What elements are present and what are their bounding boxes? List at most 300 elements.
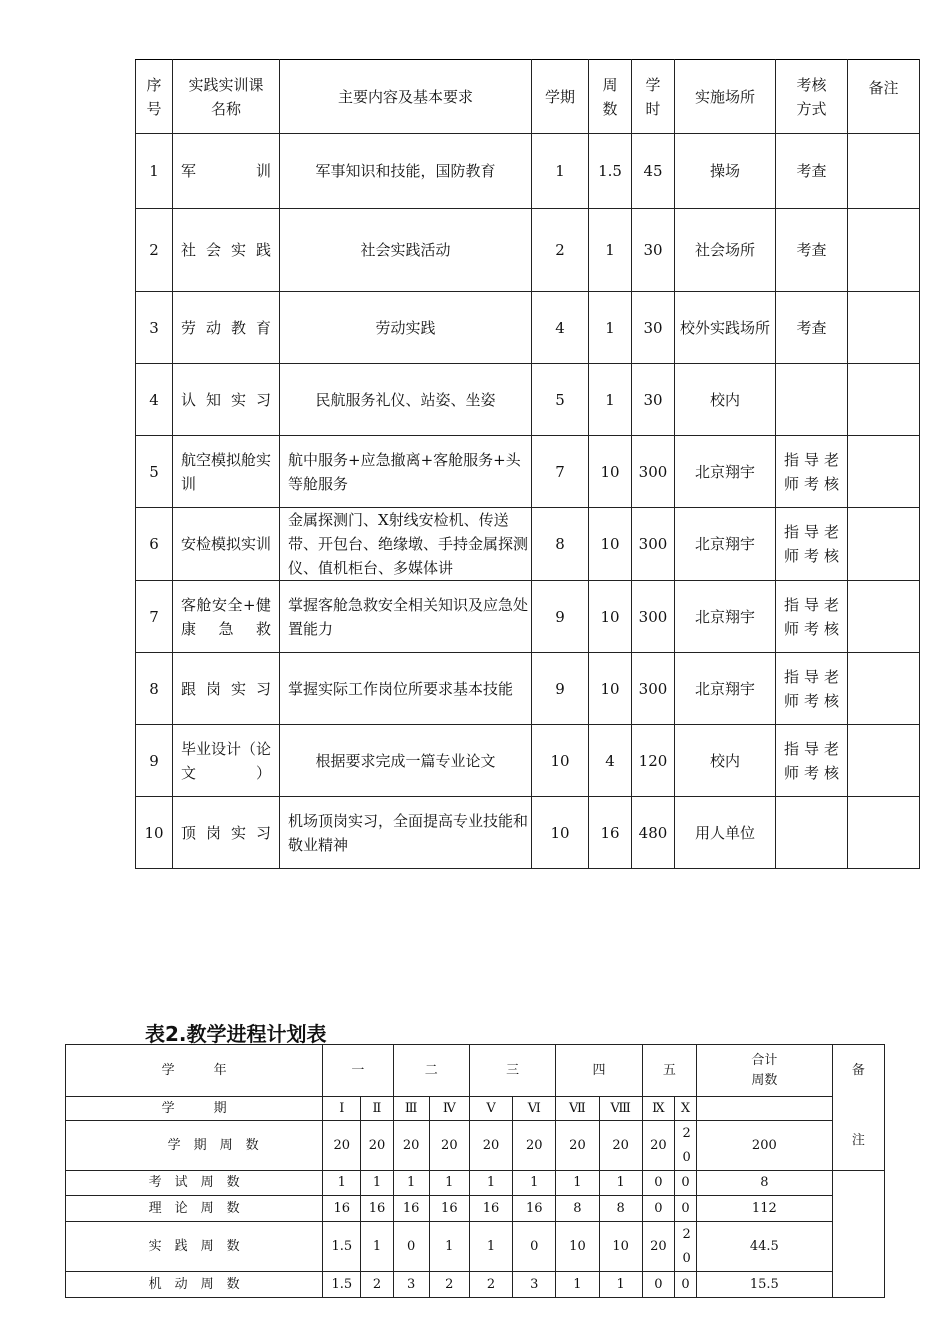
table1-cell-name [173, 292, 280, 364]
table1-cell-no [136, 209, 173, 292]
term-cell: Ⅶ [556, 1097, 599, 1121]
table-row [66, 1272, 885, 1298]
term-cell: Ⅸ [642, 1097, 674, 1121]
table1-cell-hours [632, 134, 675, 209]
table1-text-term: 1 [555, 162, 565, 180]
table1-cell-no [136, 508, 173, 581]
table-row [66, 1171, 885, 1196]
table1-cell-exam [776, 292, 848, 364]
year-row [66, 1045, 885, 1097]
value-cell [393, 1222, 429, 1272]
value-text: 3 [406, 1276, 416, 1292]
table1-cell-term [532, 653, 589, 725]
row-total: 15.5 [697, 1272, 833, 1298]
table1-cell-place [675, 725, 776, 797]
table1-text-hours: 300 [638, 679, 668, 698]
table-row [136, 436, 920, 508]
value-cell [393, 1171, 429, 1196]
value-text: 10 [569, 1238, 586, 1254]
value-text: 2 [486, 1276, 496, 1292]
table1-cell-weeks [589, 653, 632, 725]
value-text: 20 [368, 1137, 386, 1153]
table-row [66, 1196, 885, 1222]
table1-text-hours: 30 [643, 241, 663, 259]
table1-cell-exam [776, 134, 848, 209]
table1-text-content: 社会实践活动 [360, 241, 451, 259]
row-label: 考 试 周 数 [66, 1171, 323, 1196]
table1-text-hours: 480 [638, 823, 668, 842]
value-text: 0 [654, 1200, 663, 1216]
table1-text-weeks: 1.5 [598, 162, 622, 180]
value-text: 0 [654, 1175, 663, 1190]
table1-cell-hours [632, 797, 675, 869]
table-row [136, 292, 920, 364]
table1-text-content: 民航服务礼仪、站姿、坐姿 [315, 390, 496, 409]
table1-cell-name [173, 508, 280, 581]
value-text: 20 [682, 1226, 691, 1266]
year-cell: 五 [642, 1045, 696, 1097]
value-cell [674, 1171, 696, 1196]
value-text: 10 [612, 1238, 629, 1254]
table1-cell-place [675, 292, 776, 364]
table1-text-name: 社会实践 [181, 241, 271, 259]
value-text: 1 [372, 1238, 382, 1254]
value-cell [469, 1222, 512, 1272]
table1-text-weeks: 10 [600, 679, 620, 698]
note-label [832, 1045, 884, 1171]
table1-text-no: 4 [149, 390, 159, 409]
table1-text-no: 5 [149, 462, 159, 481]
table1-text-no: 9 [149, 751, 159, 770]
table1-header-cell: 考核 方式 [776, 60, 848, 134]
table1-text-content: 掌握实际工作岗位所要求基本技能 [288, 679, 514, 698]
table1-cell-content [280, 725, 532, 797]
value-text: 1 [406, 1175, 416, 1190]
table-row [136, 725, 920, 797]
term-cell: Ⅲ [393, 1097, 429, 1121]
value-cell [599, 1121, 642, 1171]
year-cell: 四 [556, 1045, 642, 1097]
value-text: 1 [445, 1238, 454, 1254]
value-text: 20 [569, 1137, 586, 1153]
value-text: 16 [482, 1200, 500, 1216]
table1-text-place: 用人单位 [694, 823, 755, 842]
term-label: 学 期 [66, 1097, 323, 1121]
row-label: 实 践 周 数 [66, 1222, 323, 1272]
value-cell [674, 1222, 696, 1272]
table1-text-no: 3 [149, 318, 159, 337]
value-cell [599, 1272, 642, 1298]
table1-cell-content [280, 292, 532, 364]
table-row [136, 508, 920, 581]
year-cell: 一 [323, 1045, 393, 1097]
value-text: 1.5 [331, 1238, 353, 1254]
value-cell [323, 1272, 361, 1298]
table1-text-weeks: 10 [600, 607, 620, 626]
table1-cell-place [675, 436, 776, 508]
value-text: 1 [372, 1175, 382, 1190]
table1-text-place: 校内 [709, 390, 740, 409]
value-cell [599, 1171, 642, 1196]
table1-text-name: 安检模拟实训 [181, 535, 271, 553]
table1-text-weeks: 1 [605, 241, 615, 259]
table1-text-term: 10 [550, 751, 570, 770]
value-cell [513, 1171, 556, 1196]
table1-header-cell: 实施场所 [675, 60, 776, 134]
table1-cell-note [848, 209, 920, 292]
value-cell [323, 1222, 361, 1272]
row-label: 机 动 周 数 [66, 1272, 323, 1298]
table1-text-hours: 300 [638, 607, 668, 626]
table1-cell-content [280, 209, 532, 292]
value-cell [556, 1222, 599, 1272]
table1-cell-content [280, 653, 532, 725]
table1-cell-name [173, 134, 280, 209]
table1-cell-content [280, 134, 532, 209]
table1-cell-term [532, 292, 589, 364]
table1-cell-name [173, 797, 280, 869]
table1-cell-place [675, 653, 776, 725]
value-cell [469, 1272, 512, 1298]
table1-text-weeks: 1 [605, 390, 615, 409]
table1-cell-note [848, 134, 920, 209]
value-text: 8 [573, 1200, 582, 1216]
value-cell [393, 1272, 429, 1298]
table1-cell-exam [776, 653, 848, 725]
value-cell [674, 1121, 696, 1171]
value-cell [642, 1222, 674, 1272]
table1-text-name: 客舱安全+健康急救 [181, 595, 271, 638]
table1-cell-weeks [589, 581, 632, 653]
value-cell [674, 1272, 696, 1298]
value-text: 1 [616, 1175, 625, 1190]
table-row [136, 653, 920, 725]
table1-header-cell: 周 数 [589, 60, 632, 134]
value-text: 1 [486, 1238, 496, 1254]
note-label-top: 备 [851, 1063, 865, 1078]
table1-cell-no [136, 134, 173, 209]
table-row [66, 1222, 885, 1272]
teaching-progress-table [65, 1044, 885, 1298]
table1-cell-hours [632, 436, 675, 508]
row-total: 8 [697, 1171, 833, 1196]
table1-cell-weeks [589, 436, 632, 508]
term-cell: Ⅴ [469, 1097, 512, 1121]
value-cell [642, 1171, 674, 1196]
table1-text-place: 校外实践场所 [679, 318, 770, 337]
table1-text-exam: 指导老师考核 [784, 595, 839, 638]
value-cell [556, 1171, 599, 1196]
table1-cell-term [532, 436, 589, 508]
table1-text-term: 7 [555, 462, 565, 481]
table1-text-exam: 指导老师考核 [784, 739, 839, 782]
table1-cell-hours [632, 209, 675, 292]
value-text: 1 [486, 1175, 496, 1190]
table1-cell-term [532, 364, 589, 436]
year-cell: 三 [469, 1045, 555, 1097]
value-text: 20 [333, 1137, 351, 1153]
table1-header-cell: 主要内容及基本要求 [280, 60, 532, 134]
value-text: 1 [573, 1276, 582, 1292]
table1-cell-name [173, 436, 280, 508]
value-cell [642, 1272, 674, 1298]
value-text: 1.5 [331, 1276, 353, 1292]
table-caption: 表2.教学进程计划表 [145, 1022, 327, 1046]
table1-cell-weeks [589, 209, 632, 292]
value-text: 20 [402, 1137, 420, 1153]
table1-cell-hours [632, 581, 675, 653]
term-cell: Ⅳ [429, 1097, 469, 1121]
table1-text-content: 根据要求完成一篇专业论文 [315, 751, 496, 770]
value-cell [513, 1222, 556, 1272]
table1-header-cell: 实践实训课 名称 [173, 60, 280, 134]
table1-cell-exam [776, 436, 848, 508]
term-cell: Ⅵ [513, 1097, 556, 1121]
table1-cell-place [675, 581, 776, 653]
table1-cell-term [532, 725, 589, 797]
table1-cell-no [136, 436, 173, 508]
value-cell [642, 1196, 674, 1222]
value-cell [429, 1272, 469, 1298]
table1-text-hours: 300 [638, 462, 668, 481]
table1-cell-no [136, 292, 173, 364]
table1-text-hours: 30 [643, 390, 663, 409]
table1-cell-content [280, 436, 532, 508]
value-text: 0 [406, 1238, 416, 1254]
table1-cell-hours [632, 653, 675, 725]
table1-text-name: 劳动教育 [181, 318, 271, 337]
table1-cell-no [136, 725, 173, 797]
table1-cell-weeks [589, 725, 632, 797]
table1-text-weeks: 16 [600, 823, 620, 842]
table1-cell-term [532, 209, 589, 292]
table1-cell-place [675, 364, 776, 436]
table1-header-cell: 学 时 [632, 60, 675, 134]
table1-cell-no [136, 653, 173, 725]
value-cell [469, 1171, 512, 1196]
table1-text-no: 10 [144, 823, 164, 842]
table1-text-name: 跟岗实习 [181, 679, 271, 698]
table1-cell-exam [776, 581, 848, 653]
table1-cell-hours [632, 508, 675, 581]
value-text: 20 [482, 1137, 500, 1153]
value-cell [323, 1196, 361, 1222]
table1-cell-name [173, 364, 280, 436]
practice-training-table [135, 59, 920, 869]
table1-cell-note [848, 581, 920, 653]
table1-text-hours: 120 [638, 751, 668, 770]
table1-text-weeks: 10 [600, 535, 620, 553]
table1-text-name: 毕业设计（论文） [181, 739, 271, 782]
table1-cell-content [280, 508, 532, 581]
table1-cell-name [173, 725, 280, 797]
table1-text-term: 4 [555, 318, 565, 337]
value-text: 1 [616, 1276, 625, 1292]
table1-cell-note [848, 653, 920, 725]
row-total: 112 [697, 1196, 833, 1222]
table1-cell-note [848, 364, 920, 436]
value-cell [429, 1121, 469, 1171]
table1-cell-note [848, 436, 920, 508]
table1-text-content: 掌握客舱急救安全相关知识及应急处置能力 [288, 595, 528, 638]
value-cell [513, 1196, 556, 1222]
table1-text-weeks: 4 [605, 751, 615, 770]
value-cell [599, 1196, 642, 1222]
value-text: 16 [441, 1200, 458, 1216]
value-cell [429, 1222, 469, 1272]
table1-header-cell: 备注 [848, 60, 920, 134]
table-row [136, 364, 920, 436]
table1-text-weeks: 10 [600, 462, 620, 481]
row-total: 200 [697, 1121, 833, 1171]
table1-text-no: 2 [149, 241, 159, 259]
table1-cell-term [532, 797, 589, 869]
value-text: 20 [525, 1137, 543, 1153]
value-text: 0 [681, 1175, 690, 1190]
table1-text-term: 2 [555, 241, 565, 259]
table1-text-term: 10 [550, 823, 570, 842]
table1-cell-note [848, 508, 920, 581]
table1-cell-place [675, 508, 776, 581]
value-text: 0 [681, 1200, 690, 1216]
table1-text-exam: 指导老师考核 [784, 523, 839, 565]
table1-text-name: 顶岗实习 [181, 823, 271, 842]
table1-text-exam: 考查 [796, 241, 827, 259]
value-text: 20 [441, 1137, 458, 1153]
table1-text-exam: 指导老师考核 [784, 667, 839, 710]
value-text: 1 [530, 1175, 539, 1190]
value-text: 0 [681, 1276, 690, 1292]
table1-text-place: 北京翔宇 [694, 462, 755, 481]
table-row [136, 797, 920, 869]
table1-text-term: 9 [555, 607, 565, 626]
value-cell [361, 1222, 393, 1272]
value-text: 20 [682, 1125, 691, 1165]
table1-cell-exam [776, 508, 848, 581]
table1-text-place: 北京翔宇 [694, 535, 755, 553]
table1-text-term: 8 [555, 535, 565, 553]
table1-cell-note [848, 797, 920, 869]
row-total: 44.5 [697, 1222, 833, 1272]
table1-cell-no [136, 364, 173, 436]
table1-text-name: 军 训 [181, 162, 271, 180]
year-cell: 二 [393, 1045, 469, 1097]
table1-text-term: 5 [555, 390, 565, 409]
value-text: 1 [445, 1175, 454, 1190]
value-cell [599, 1222, 642, 1272]
table-row [136, 134, 920, 209]
table1-cell-note [848, 725, 920, 797]
table1-text-hours: 30 [643, 318, 663, 337]
table1-cell-place [675, 134, 776, 209]
table1-text-content: 劳动实践 [375, 318, 436, 337]
table1-cell-weeks [589, 508, 632, 581]
value-cell [361, 1272, 393, 1298]
value-cell [361, 1196, 393, 1222]
value-cell [674, 1196, 696, 1222]
table1-cell-note [848, 292, 920, 364]
table1-cell-place [675, 209, 776, 292]
table1-cell-exam [776, 725, 848, 797]
value-text: 0 [654, 1276, 663, 1292]
table1-cell-no [136, 797, 173, 869]
table1-text-term: 9 [555, 679, 565, 698]
table1-cell-term [532, 581, 589, 653]
value-text: 16 [525, 1200, 543, 1216]
value-cell [429, 1196, 469, 1222]
table1-text-content: 金属探测门、X射线安检机、传送带、开包台、绝缘墩、手持金属探测仪、值机柜台、多媒体讲 [288, 511, 528, 577]
table1-cell-term [532, 134, 589, 209]
table1-text-no: 6 [149, 535, 159, 553]
table1-cell-exam [776, 797, 848, 869]
table1-cell-name [173, 209, 280, 292]
table1-header-row [136, 60, 920, 134]
value-cell [513, 1121, 556, 1171]
table1-cell-hours [632, 292, 675, 364]
table1-text-exam: 考查 [796, 318, 827, 337]
term-cell: Ⅷ [599, 1097, 642, 1121]
value-text: 20 [612, 1137, 629, 1153]
value-cell [393, 1196, 429, 1222]
value-cell [469, 1121, 512, 1171]
total-weeks-label: 合计 周数 [697, 1045, 833, 1097]
term-cell: Ⅰ [323, 1097, 361, 1121]
value-text: 20 [650, 1238, 667, 1254]
table-row [136, 209, 920, 292]
value-text: 1 [573, 1175, 582, 1190]
value-text: 16 [402, 1200, 420, 1216]
table1-cell-exam [776, 209, 848, 292]
value-cell [361, 1121, 393, 1171]
table1-text-content: 航中服务+应急撤离+客舱服务+头等舱服务 [288, 450, 521, 493]
table1-text-place: 北京翔宇 [694, 607, 755, 626]
year-label: 学 年 [66, 1045, 323, 1097]
row-label: 理 论 周 数 [66, 1196, 323, 1222]
table1-text-exam: 指导老师考核 [784, 450, 839, 493]
table1-header-cell: 序 号 [136, 60, 173, 134]
table1-cell-hours [632, 725, 675, 797]
table1-text-weeks: 1 [605, 318, 615, 337]
value-cell [323, 1121, 361, 1171]
table1-text-content: 军事知识和技能，国防教育 [315, 162, 496, 180]
value-text: 16 [333, 1200, 351, 1216]
table1-cell-weeks [589, 364, 632, 436]
table1-text-content: 机场顶岗实习，全面提高专业技能和敬业精神 [288, 811, 528, 854]
value-cell [429, 1171, 469, 1196]
value-text: 2 [445, 1276, 454, 1292]
term-row [66, 1097, 885, 1121]
term-cell: Ⅱ [361, 1097, 393, 1121]
value-cell [556, 1121, 599, 1171]
value-cell [556, 1272, 599, 1298]
table1-text-name: 航空模拟舱实训 [181, 450, 271, 493]
value-text: 2 [372, 1276, 382, 1292]
table1-text-hours: 45 [643, 162, 663, 180]
value-cell [513, 1272, 556, 1298]
table1-cell-place [675, 797, 776, 869]
table1-text-name: 认知实习 [181, 390, 271, 409]
value-text: 8 [616, 1200, 625, 1216]
value-cell [469, 1196, 512, 1222]
table1-cell-weeks [589, 292, 632, 364]
note-cell [832, 1171, 884, 1298]
value-cell [393, 1121, 429, 1171]
table1-cell-hours [632, 364, 675, 436]
table1-cell-exam [776, 364, 848, 436]
value-cell [642, 1121, 674, 1171]
table1-text-no: 7 [149, 607, 159, 626]
table1-text-no: 8 [149, 679, 159, 698]
